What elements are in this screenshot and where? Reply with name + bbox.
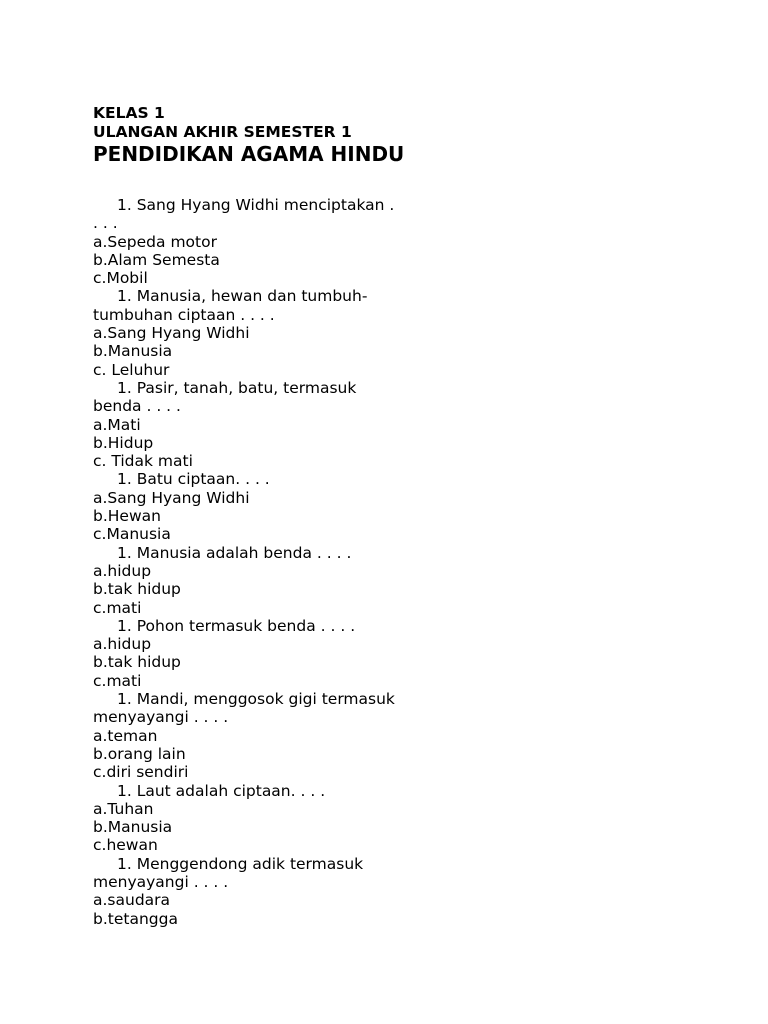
question-item (93, 287, 403, 378)
question-item (93, 617, 403, 690)
question-text: 1. Menggendong adik termasuk menyayangi . . . . (93, 854, 364, 891)
answer-option: b.Hidup (93, 433, 154, 452)
question-text: 1. Manusia adalah benda . . . . (117, 543, 352, 562)
answer-option: c.mati (93, 671, 142, 690)
question-text: 1. Batu ciptaan. . . . (117, 470, 270, 489)
answer-option: a.Sang Hyang Widhi (93, 324, 250, 343)
document-header (93, 104, 713, 167)
answer-option: a.saudara (93, 891, 171, 910)
answer-option: a.hidup (93, 561, 152, 580)
question-item (93, 379, 403, 470)
answer-option: a.Mati (93, 415, 141, 434)
answer-option: a.teman (93, 726, 158, 745)
document-title: PENDIDIKAN AGAMA HINDU (93, 142, 405, 166)
answer-option: a.Tuhan (93, 799, 154, 818)
answer-option: b.orang lain (93, 744, 186, 763)
question-item (93, 855, 403, 928)
question-text: 1. Pohon termasuk benda . . . . (117, 616, 356, 635)
answer-option: c.hewan (93, 836, 158, 855)
answer-option: c. Leluhur (93, 360, 170, 379)
answer-option: b.Hewan (93, 507, 161, 526)
exam-label: ULANGAN AKHIR SEMESTER 1 (93, 123, 352, 141)
question-text: 1. Sang Hyang Widhi menciptakan . . . . (93, 196, 395, 233)
question-item (93, 690, 403, 781)
answer-option: b.Alam Semesta (93, 250, 220, 269)
answer-option: b.Manusia (93, 818, 173, 837)
question-item (93, 470, 403, 543)
answer-option: c.diri sendiri (93, 763, 189, 782)
answer-option: a.Sepeda motor (93, 232, 217, 251)
question-list (93, 196, 403, 928)
answer-option: b.Manusia (93, 342, 173, 361)
answer-option: a.Sang Hyang Widhi (93, 488, 250, 507)
question-text: 1. Pasir, tanah, batu, termasuk benda . . . . (93, 378, 357, 416)
answer-option: a.hidup (93, 635, 152, 654)
question-text: 1. Laut adalah ciptaan. . . . (117, 781, 326, 800)
answer-option: b.tak hidup (93, 653, 181, 672)
answer-option: c.Mobil (93, 269, 148, 288)
question-item (93, 196, 403, 287)
answer-option: c.Manusia (93, 525, 171, 544)
question-text: 1. Mandi, menggosok gigi termasuk menyayangi . . . . (93, 690, 395, 727)
question-item (93, 782, 403, 855)
question-text: 1. Manusia, hewan dan tumbuh-tumbuhan ciptaan . . . . (93, 287, 368, 324)
answer-option: b.tak hidup (93, 580, 181, 599)
class-label: KELAS 1 (93, 104, 165, 122)
question-item (93, 544, 403, 617)
answer-option: b.tetangga (93, 909, 178, 928)
answer-option: c.mati (93, 598, 142, 617)
answer-option: c. Tidak mati (93, 452, 193, 471)
